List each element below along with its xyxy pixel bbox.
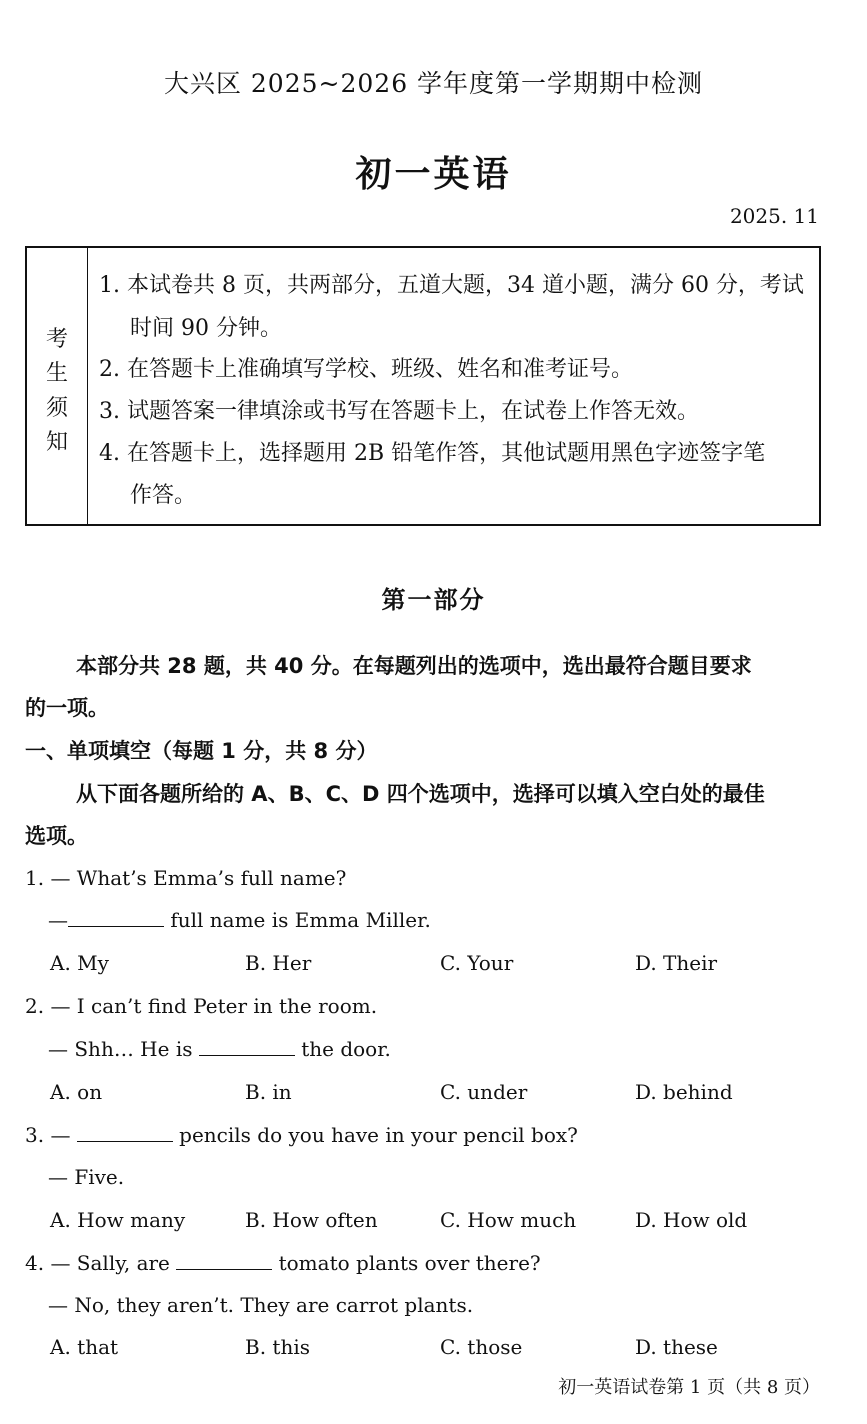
option-d: D. How old bbox=[635, 1208, 748, 1232]
option-c: C. Your bbox=[440, 951, 514, 975]
page-footer: 初一英语试卷第 1 页（共 8 页） bbox=[558, 1377, 820, 1398]
question-1-response bbox=[48, 908, 431, 932]
part-intro: 本部分共 28 题，共 40 分。在每题列出的选项中，选出最符合题目要求 bbox=[76, 654, 752, 678]
option-d: D. Their bbox=[635, 951, 718, 975]
option-b: B. this bbox=[245, 1335, 310, 1359]
answer-blank bbox=[77, 1123, 173, 1142]
notice-box bbox=[25, 246, 821, 526]
option-a: A. How many bbox=[50, 1208, 186, 1232]
option-d: D. behind bbox=[635, 1080, 733, 1104]
notice-side-char: 须 bbox=[45, 396, 68, 421]
notice-line: 时间 90 分钟。 bbox=[130, 316, 282, 341]
answer-blank bbox=[199, 1037, 295, 1056]
section-instructions: 选项。 bbox=[25, 824, 88, 848]
exam-date: 2025. 11 bbox=[729, 204, 819, 228]
question-text: 1. — What’s Emma’s full name? bbox=[25, 866, 347, 890]
notice-line: 4. 在答题卡上，选择题用 2B 铅笔作答，其他试题用黑色字迹签字笔 bbox=[99, 441, 766, 466]
notice-line: 1. 本试卷共 8 页，共两部分，五道大题，34 道小题，满分 60 分，考试 bbox=[99, 273, 804, 298]
question-4-prompt bbox=[25, 1251, 541, 1275]
question-text: the door. bbox=[294, 1037, 391, 1061]
question-text: — Shh… He is bbox=[48, 1037, 199, 1061]
question-3-response bbox=[48, 1165, 124, 1189]
option-a: A. on bbox=[50, 1080, 103, 1104]
question-text: tomato plants over there? bbox=[272, 1251, 541, 1275]
option-b: B. in bbox=[245, 1080, 292, 1104]
option-c: C. How much bbox=[440, 1208, 577, 1232]
question-text: 2. — I can’t find Peter in the room. bbox=[25, 994, 378, 1018]
question-2-response bbox=[48, 1037, 391, 1061]
answer-blank bbox=[176, 1251, 272, 1270]
option-b: B. Her bbox=[245, 951, 312, 975]
notice-side-char: 考 bbox=[45, 327, 68, 352]
notice-side-char: 生 bbox=[45, 361, 68, 386]
question-text: 4. — Sally, are bbox=[25, 1251, 177, 1275]
part-title: 第一部分 bbox=[381, 586, 486, 614]
subject-title: 初一英语 bbox=[355, 153, 512, 195]
question-1-prompt bbox=[25, 866, 346, 890]
answer-blank bbox=[68, 908, 164, 927]
question-text: 3. — bbox=[25, 1123, 77, 1147]
question-text: — No, they aren’t. They are carrot plants. bbox=[48, 1293, 474, 1317]
option-d: D. these bbox=[635, 1335, 718, 1359]
section-instructions: 从下面各题所给的 A、B、C、D 四个选项中，选择可以填入空白处的最佳 bbox=[76, 782, 765, 806]
option-c: C. under bbox=[440, 1080, 528, 1104]
option-a: A. that bbox=[50, 1335, 119, 1359]
notice-side-char: 知 bbox=[45, 430, 68, 455]
notice-line: 3. 试题答案一律填涂或书写在答题卡上，在试卷上作答无效。 bbox=[99, 399, 699, 424]
question-3-prompt bbox=[25, 1123, 578, 1147]
question-2-prompt bbox=[25, 994, 377, 1018]
option-b: B. How often bbox=[245, 1208, 378, 1232]
question-text: — Five. bbox=[48, 1165, 125, 1189]
option-a: A. My bbox=[50, 951, 109, 975]
question-4-response bbox=[48, 1293, 473, 1317]
part-intro: 的一项。 bbox=[25, 696, 109, 720]
question-text: — bbox=[48, 908, 68, 932]
section-title: 一、单项填空（每题 1 分，共 8 分） bbox=[25, 739, 378, 763]
notice-side-label bbox=[27, 248, 88, 524]
question-text: full name is Emma Miller. bbox=[164, 908, 431, 932]
option-c: C. those bbox=[440, 1335, 523, 1359]
exam-title: 大兴区 2025~2026 学年度第一学期期中检测 bbox=[163, 69, 704, 98]
question-text: pencils do you have in your pencil box? bbox=[172, 1123, 578, 1147]
notice-line: 作答。 bbox=[130, 483, 197, 508]
notice-line: 2. 在答题卡上准确填写学校、班级、姓名和准考证号。 bbox=[99, 357, 633, 382]
